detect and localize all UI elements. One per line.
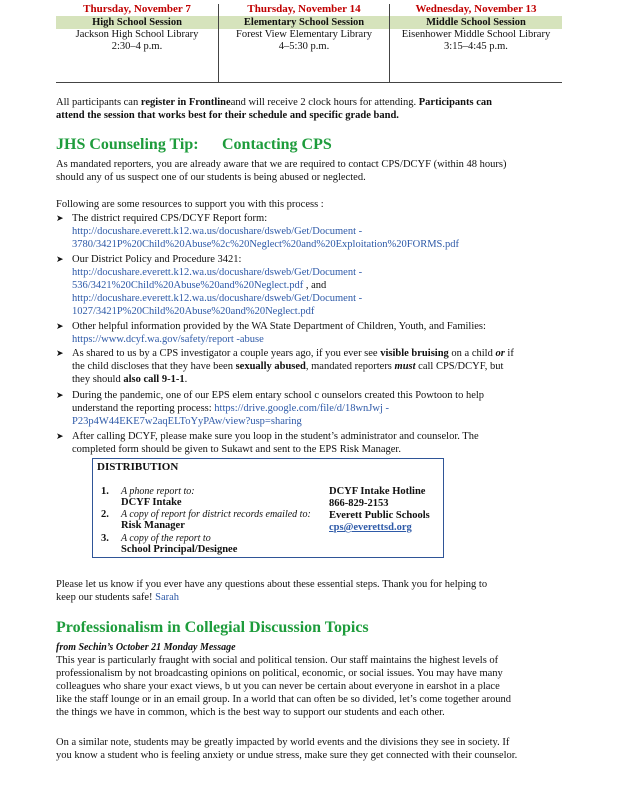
bullet-emphasis: must bbox=[394, 361, 416, 372]
bullet-text: Other helpful information provided by the WA State Department of Children, Youth, and Families: bbox=[72, 321, 486, 332]
item-recipient: Risk Manager bbox=[121, 520, 185, 531]
bullet-text: understand the reporting process: bbox=[72, 403, 215, 414]
tip-intro bbox=[56, 158, 556, 184]
register-frontline-link[interactable]: register in Frontline bbox=[140, 97, 231, 108]
session-time: 3:15–4:45 p.m. bbox=[444, 41, 508, 52]
arrow-bullet-icon: ➤ bbox=[56, 321, 64, 331]
arrow-bullet-icon: ➤ bbox=[56, 213, 64, 223]
professionalism-heading: Professionalism in Collegial Discussion Topics bbox=[56, 619, 369, 636]
bullet-text: , mandated reporters bbox=[305, 361, 395, 372]
session-elementary bbox=[219, 0, 389, 84]
item-description: A copy of report for district records emailed to: bbox=[121, 509, 311, 520]
session-location: Jackson High School Library bbox=[75, 29, 199, 40]
bullet-text: , and bbox=[303, 280, 327, 291]
students-paragraph bbox=[56, 736, 562, 762]
bullet-text: call CPS/DCYF, but bbox=[415, 361, 504, 372]
bullet-text: As shared to us by a CPS investigator a couple years ago, if you ever see bbox=[72, 348, 381, 359]
bullet-emphasis: sexually abused bbox=[235, 361, 306, 372]
paragraph-line: the things we have in common, which is the best way to support our students and each other. bbox=[56, 707, 445, 718]
paragraph-line: like the staff lounge or in an email group. In a world that can often be so divided, let’s come together around bbox=[56, 694, 511, 705]
sessions-table bbox=[56, 0, 562, 86]
closing-text: Please let us know if you ever have any questions about these essential steps. Thank you for helping to bbox=[56, 579, 488, 590]
procedure-link[interactable]: http://docushare.everett.k12.wa.us/docushare/dsweb/Get/Document - bbox=[72, 293, 363, 304]
column-divider bbox=[389, 4, 390, 82]
session-location: Forest View Elementary Library bbox=[236, 29, 372, 40]
column-divider bbox=[218, 4, 219, 82]
session-date: Thursday, November 14 bbox=[247, 3, 361, 15]
hotline-title: DCYF Intake Hotline bbox=[329, 486, 426, 497]
bullet-text: Our District Policy and Procedure 3421: bbox=[72, 254, 242, 265]
arrow-bullet-icon: ➤ bbox=[56, 390, 64, 400]
item-description: A copy of the report to bbox=[121, 533, 211, 544]
paragraph-line: you know a student who is feeling anxiety or undue stress, make sure they get connected with their counselor. bbox=[56, 750, 518, 761]
procedure-link[interactable]: 1027/3421P%20Child%20Abuse%20and%20Neglect.pdf bbox=[72, 306, 315, 317]
tip-intro-line: As mandated reporters, you are already aware that we are required to contact CPS/DCYF (within 48 hours) bbox=[56, 159, 507, 170]
item-number: 3. bbox=[101, 533, 109, 544]
session-type: High School Session bbox=[56, 16, 218, 29]
bullet-emphasis: or bbox=[495, 348, 505, 359]
powtoon-link[interactable]: https://drive.google.com/file/d/18wnJwj - bbox=[214, 403, 389, 414]
bullet-text: The district required CPS/DCYF Report form: bbox=[72, 213, 268, 224]
register-text: and will receive 2 clock hours for attending. bbox=[230, 97, 419, 108]
bullet-emphasis: visible bruising bbox=[380, 348, 449, 359]
closing-text: keep our students safe! bbox=[56, 592, 156, 603]
item-recipient: DCYF Intake bbox=[121, 497, 182, 508]
paragraph-line: On a similar note, students may be greatly impacted by world events and the divisions they see in society. If bbox=[56, 737, 510, 748]
register-text: All participants can bbox=[56, 97, 141, 108]
bullet-text: the child discloses that they have been bbox=[72, 361, 236, 372]
tip-subheading: Contacting CPS bbox=[222, 136, 332, 153]
policy-link[interactable]: http://docushare.everett.k12.wa.us/docushare/dsweb/Get/Document - bbox=[72, 267, 363, 278]
closing-paragraph bbox=[56, 578, 562, 604]
bullet-text: After calling DCYF, please make sure you loop in the student’s administrator and counselor. The bbox=[72, 431, 479, 442]
bullet-text: . bbox=[184, 374, 188, 385]
paragraph-line: professionalism by not broadcasting opinions on political, economic, or social issues. You may have many bbox=[56, 668, 503, 679]
email-link[interactable]: cps@everettsd.org bbox=[329, 522, 412, 533]
report-form-link[interactable]: http://docushare.everett.k12.wa.us/docushare/dsweb/Get/Document - bbox=[72, 226, 363, 237]
eps-label: Everett Public Schools bbox=[329, 510, 430, 521]
item-number: 2. bbox=[101, 509, 109, 520]
tip-following: Following are some resources to support you with this process : bbox=[56, 199, 324, 210]
register-emphasis: Participants can bbox=[418, 97, 492, 108]
arrow-bullet-icon: ➤ bbox=[56, 348, 64, 358]
arrow-bullet-icon: ➤ bbox=[56, 431, 64, 441]
session-type: Middle School Session bbox=[390, 16, 562, 29]
register-emphasis: attend the session that works best for their schedule and specific grade band. bbox=[56, 110, 399, 121]
session-time: 4–5:30 p.m. bbox=[278, 41, 330, 52]
bullet-text: they should bbox=[72, 374, 124, 385]
session-time: 2:30–4 p.m. bbox=[111, 41, 163, 52]
professionalism-paragraph bbox=[56, 654, 562, 719]
bullet-text: if bbox=[504, 348, 514, 359]
session-location: Eisenhower Middle School Library bbox=[401, 29, 551, 40]
tip-intro-line: should any of us suspect one of our students is being abused or neglected. bbox=[56, 172, 366, 183]
session-date: Thursday, November 7 bbox=[83, 3, 191, 15]
arrow-bullet-icon: ➤ bbox=[56, 254, 64, 264]
distribution-title: DISTRIBUTION bbox=[97, 461, 179, 473]
session-type: Elementary School Session bbox=[219, 16, 389, 29]
policy-link[interactable]: 536/3421%20Child%20Abuse%20and%20Neglect.pdf bbox=[72, 280, 304, 291]
session-high-school bbox=[56, 0, 218, 84]
professionalism-source: from Sechin’s October 21 Monday Message bbox=[56, 642, 236, 653]
table-bottom-rule bbox=[56, 82, 562, 83]
register-paragraph bbox=[56, 96, 556, 122]
item-recipient: School Principal/Designee bbox=[121, 544, 238, 555]
item-description: A phone report to: bbox=[121, 486, 195, 497]
report-form-link[interactable]: 3780/3421P%20Child%20Abuse%2c%20Neglect%20and%20Exploitation%20FORMS.pdf bbox=[72, 239, 460, 250]
hotline-phone: 866-829-2153 bbox=[329, 498, 389, 509]
powtoon-link[interactable]: P23p4W44EKE7w2aqELToYyPAw/view?usp=sharing bbox=[72, 416, 302, 427]
bullet-text: on a child bbox=[448, 348, 496, 359]
distribution-box bbox=[92, 458, 444, 558]
session-date: Wednesday, November 13 bbox=[415, 3, 537, 15]
dcyf-link[interactable]: https://www.dcyf.wa.gov/safety/report -abuse bbox=[72, 334, 264, 345]
session-middle-school bbox=[390, 0, 562, 84]
signature: Sarah bbox=[155, 592, 180, 603]
bullet-emphasis: also call 9-1-1 bbox=[123, 374, 185, 385]
bullet-text: During the pandemic, one of our EPS elem entary school c ounselors created this Powtoon to help bbox=[72, 390, 485, 401]
bullet-text: completed form should be given to Sukawt and sent to the EPS Risk Manager. bbox=[72, 444, 401, 455]
item-number: 1. bbox=[101, 486, 109, 497]
paragraph-line: colleagues who share your exact views, b ut you can never be certain about everyone in earshot in a place bbox=[56, 681, 500, 692]
tip-heading: JHS Counseling Tip: bbox=[56, 136, 199, 153]
paragraph-line: This year is particularly fraught with social and political tension. Our staff maintains the highest levels of bbox=[56, 655, 499, 666]
